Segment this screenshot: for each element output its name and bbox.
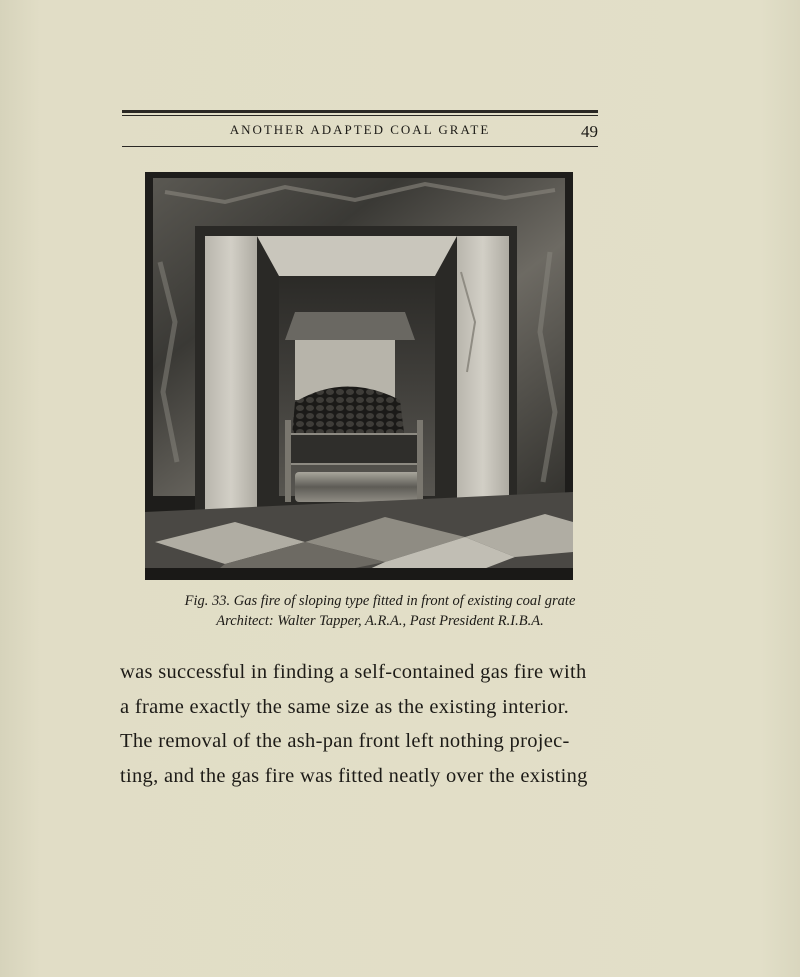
header-rule-thin [122, 115, 598, 116]
body-line-1: was successful in finding a self-contained gas fire with [120, 661, 587, 683]
caption-line-1: Fig. 33. Gas fire of sloping type fitted in front of existing coal grate [184, 593, 576, 609]
body-paragraph [120, 655, 600, 793]
running-header: ANOTHER ADAPTED COAL GRATE [229, 122, 491, 137]
header-rule-bottom [122, 146, 598, 147]
body-line-4: ting, and the gas fire was fitted neatly over the existing [120, 764, 588, 787]
body-line-3: The removal of the ash-pan front left nothing projec- [120, 730, 570, 752]
figure-caption [120, 591, 640, 631]
caption-line-2: Architect: Walter Tapper, A.R.A., Past President R.I.B.A. [216, 613, 544, 629]
page-number: 49 [581, 122, 598, 141]
header-rule-thick [122, 110, 598, 113]
fireplace-photograph [145, 172, 573, 580]
body-line-2: a frame exactly the same size as the existing interior. [120, 695, 570, 718]
